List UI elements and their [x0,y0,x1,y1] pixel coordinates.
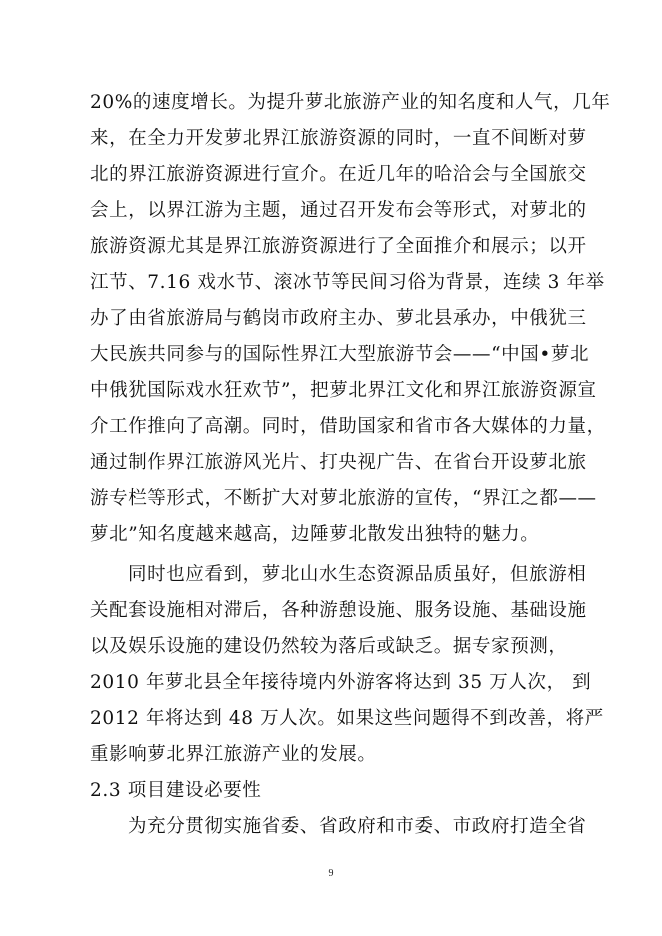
text-line: 办了由省旅游局与鹤岗市政府主办、萝北县承办，中俄犹三 [90,308,587,329]
text-line: 介工作推向了高潮。同时，借助国家和省市各大媒体的力量， [90,416,606,437]
text-line: 关配套设施相对滞后，各种游憩设施、服务设施、基础设施 [90,600,587,621]
text-line: 重影响萝北界江旅游产业的发展。 [90,744,377,765]
section-heading: 2.3 项目建设必要性 [90,780,262,801]
text-line: 以及娱乐设施的建设仍然较为落后或缺乏。据专家预测， [90,636,568,657]
text-line: 通过制作界江旅游风光片、打央视广告、在省台开设萝北旅 [90,452,587,473]
text-line: 20%的速度增长。为提升萝北旅游产业的知名度和人气，几年 [90,92,611,113]
text-line: 大民族共同参与的国际性界江大型旅游节会——“中国•萝北 [90,344,590,365]
text-line: 北的界江旅游资源进行宣介。在近几年的哈洽会与全国旅交 [90,164,587,185]
page-number: 9 [328,868,334,879]
text-line: 来，在全力开发萝北界江旅游资源的同时，一直不间断对萝 [90,128,587,149]
text-line: 同时也应看到，萝北山水生态资源品质虽好，但旅游相 [128,564,587,585]
text-line: 江节、7.16 戏水节、滚冰节等民间习俗为背景，连续 3 年举 [90,272,605,293]
text-line: 萝北”知名度越来越高，边陲萝北散发出独特的魅力。 [90,524,540,545]
text-line: 2010 年萝北县全年接待境内外游客将达到 35 万人次， 到 [90,672,592,693]
text-line: 游专栏等形式，不断扩大对萝北旅游的宣传，“界江之都—— [90,488,597,509]
text-line: 旅游资源尤其是界江旅游资源进行了全面推介和展示；以开 [90,236,587,257]
text-line: 会上，以界江游为主题，通过召开发布会等形式，对萝北的 [90,200,587,221]
text-line: 中俄犹国际戏水狂欢节”，把萝北界江文化和界江旅游资源宣 [90,380,597,401]
text-line: 为充分贯彻实施省委、省政府和市委、市政府打造全省 [128,816,587,837]
text-line: 2012 年将达到 48 万人次。如果这些问题得不到改善，将严 [90,708,604,729]
